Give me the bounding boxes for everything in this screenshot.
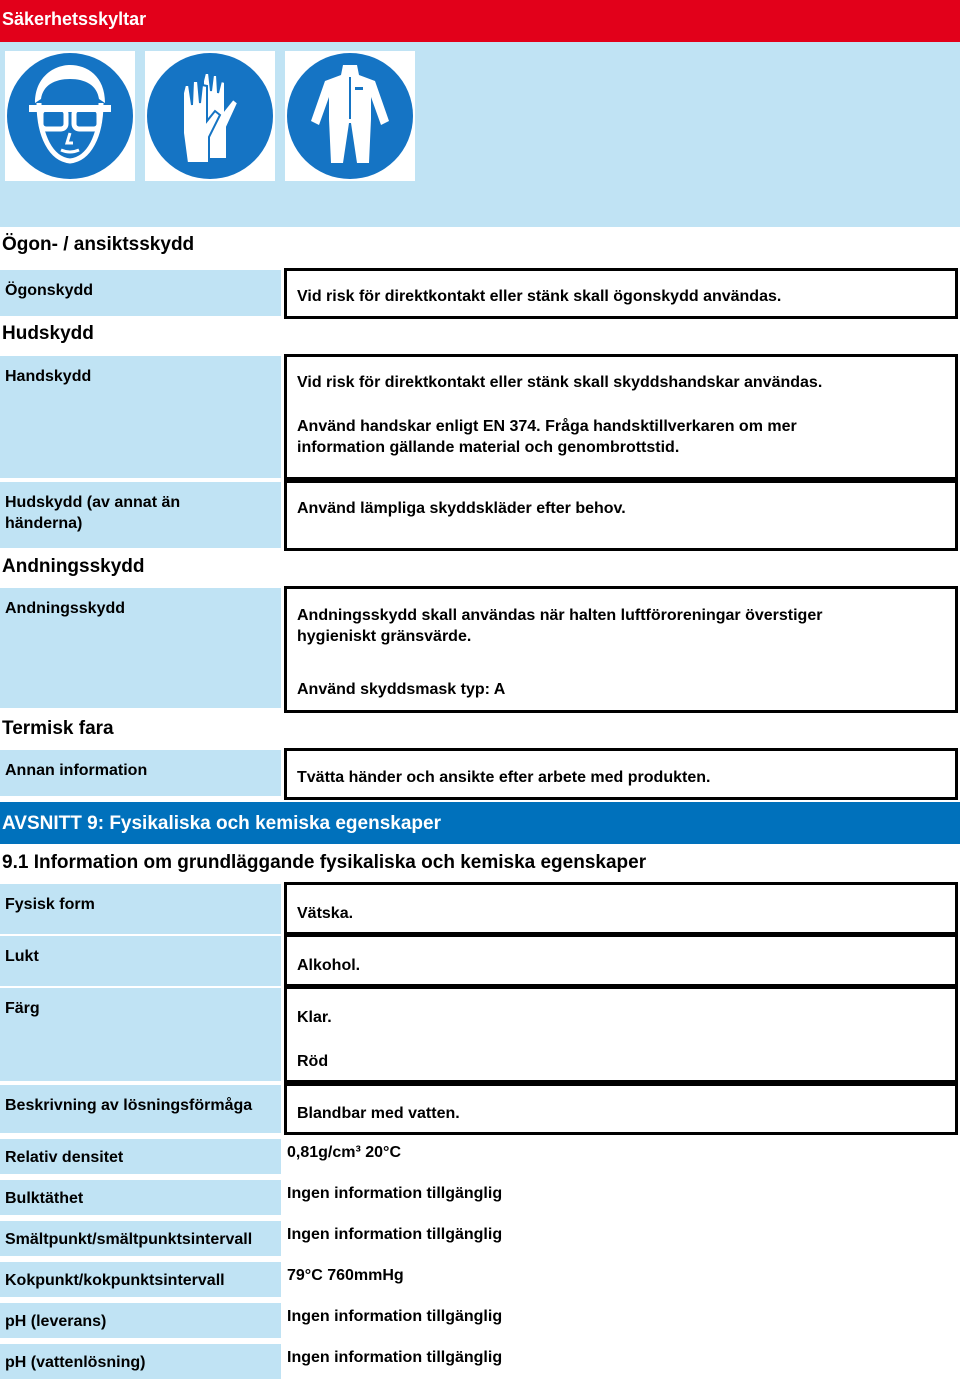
respiratory-label: Andningsskydd	[5, 600, 126, 617]
physical-form-label-cell	[0, 884, 281, 934]
respiratory-label-cell	[0, 588, 281, 708]
solubility-label: Beskrivning av lösningsförmåga	[5, 1097, 253, 1114]
property-value: Ingen information tillgänglig	[287, 1308, 503, 1325]
property-label: pH (vattenlösning)	[5, 1354, 146, 1371]
respiratory-protection-heading: Andningsskydd	[2, 556, 145, 577]
section-9-title: AVSNITT 9: Fysikaliska och kemiska egenskaper	[2, 813, 441, 834]
protective-suit-sign-icon	[285, 51, 415, 181]
hand-protection-text-2a: Använd handskar enligt EN 374. Fråga handsktillverkaren om mer	[297, 418, 797, 435]
hand-protection-label-cell	[0, 356, 281, 478]
property-row-label-cell	[0, 1180, 281, 1215]
other-info-label-cell	[0, 750, 281, 796]
section-9-header	[0, 802, 960, 844]
physical-form-value: Vätska.	[297, 905, 354, 922]
property-value: 79°C 760mmHg	[287, 1267, 404, 1284]
eye-protection-label-cell	[0, 270, 281, 316]
body-protection-label-b: händerna)	[5, 515, 83, 532]
hand-protection-text-2b: information gällande material och genombrottstid.	[297, 439, 680, 456]
other-info-value-box	[284, 748, 958, 800]
hand-protection-value-box	[284, 354, 958, 480]
eye-protection-text: Vid risk för direktkontakt eller stänk skall ögonskydd användas.	[297, 288, 782, 305]
property-label: pH (leverans)	[5, 1313, 107, 1330]
safety-signs-strip	[0, 42, 960, 227]
property-row-label-cell	[0, 1221, 281, 1256]
eye-protection-label: Ögonskydd	[5, 282, 94, 299]
physical-form-label: Fysisk form	[5, 896, 95, 913]
respiratory-mask-text: Använd skyddsmask typ: A	[297, 681, 506, 698]
property-label: Smältpunkt/smältpunktsintervall	[5, 1231, 253, 1248]
other-info-label: Annan information	[5, 762, 148, 779]
eye-protection-heading: Ögon- / ansiktsskydd	[2, 234, 195, 255]
hand-protection-label: Handskydd	[5, 368, 92, 385]
odor-value-box	[284, 934, 958, 987]
property-row-label-cell	[0, 1262, 281, 1297]
body-protection-text: Använd lämpliga skyddskläder efter behov.	[297, 500, 626, 517]
solubility-value-box	[284, 1083, 958, 1135]
gloves-sign-icon	[145, 51, 275, 181]
property-row-label-cell	[0, 1303, 281, 1338]
respiratory-value-box	[284, 586, 958, 713]
property-label: Bulktäthet	[5, 1190, 84, 1207]
hand-protection-text-1: Vid risk för direktkontakt eller stänk skall skyddshandskar användas.	[297, 374, 823, 391]
body-protection-value-box	[284, 480, 958, 551]
body-protection-label-a: Hudskydd (av annat än	[5, 494, 181, 511]
solubility-value: Blandbar med vatten.	[297, 1105, 460, 1122]
color-value-1: Klar.	[297, 1009, 332, 1026]
eye-protection-sign-icon	[5, 51, 135, 181]
color-label-cell	[0, 988, 281, 1081]
odor-label: Lukt	[5, 948, 39, 965]
property-value: Ingen information tillgänglig	[287, 1185, 503, 1202]
respiratory-text-a: Andningsskydd skall användas när halten luftföroreningar överstiger	[297, 607, 823, 624]
odor-label-cell	[0, 936, 281, 986]
physical-form-value-box	[284, 882, 958, 935]
odor-value: Alkohol.	[297, 957, 361, 974]
header-title: Säkerhetsskyltar	[2, 9, 147, 29]
property-label: Kokpunkt/kokpunktsintervall	[5, 1272, 225, 1289]
thermal-hazard-heading: Termisk fara	[2, 718, 114, 739]
property-value: 0,81g/cm³ 20°C	[287, 1144, 402, 1161]
color-value-box	[284, 986, 958, 1083]
property-value: Ingen information tillgänglig	[287, 1226, 503, 1243]
skin-protection-heading: Hudskydd	[2, 323, 94, 344]
other-info-text: Tvätta händer och ansikte efter arbete med produkten.	[297, 769, 711, 786]
property-value: Ingen information tillgänglig	[287, 1349, 503, 1366]
color-label: Färg	[5, 1000, 40, 1017]
section-9-1-subtitle: 9.1 Information om grundläggande fysikaliska och kemiska egenskaper	[2, 852, 647, 873]
safety-signs-header	[0, 0, 960, 42]
respiratory-text-b: hygieniskt gränsvärde.	[297, 628, 472, 645]
property-row-label-cell	[0, 1139, 281, 1174]
solubility-label-cell	[0, 1085, 281, 1133]
property-row-label-cell	[0, 1344, 281, 1379]
property-label: Relativ densitet	[5, 1149, 124, 1166]
color-value-2: Röd	[297, 1053, 329, 1070]
body-protection-label-cell	[0, 482, 281, 548]
eye-protection-value-box	[284, 268, 958, 319]
